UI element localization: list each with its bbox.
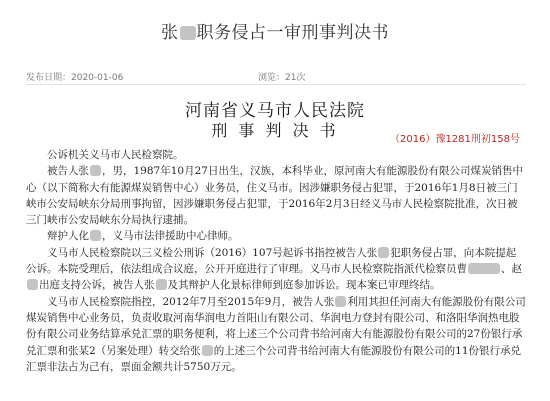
redacted-name <box>468 263 500 274</box>
paragraph-text: 犯职务侵占罪，向本院提起公诉。本院受理后，依法组成合议庭，公开开庭进行了审理。义马市人民检察院指派代检察员曹 <box>26 246 517 276</box>
paragraph-text: ，义马市法律援助中心律师。 <box>102 230 239 243</box>
redacted-name <box>202 345 213 356</box>
document-title <box>0 18 550 43</box>
paragraph-text: 被告人张 <box>47 165 89 178</box>
redacted-name <box>378 247 389 258</box>
paragraph-procedure <box>26 245 526 294</box>
paragraph-text: 义马市人民检察院以三义检公刑诉（2016）107号起诉书指控被告人张 <box>47 246 378 259</box>
redacted-name <box>156 279 167 290</box>
paragraph-text: 义马市人民检察院指控，2012年7月至2015年9月，被告人张 <box>47 295 335 308</box>
paragraph-charges <box>26 294 526 375</box>
paragraph-defendant <box>26 163 526 228</box>
redacted-name <box>90 165 101 176</box>
redacted-name <box>27 279 38 290</box>
paragraph-prosecutor <box>26 147 526 163</box>
court-name: 河南省义马市人民法院 <box>185 101 365 121</box>
paragraph-text: 利用其担任河南大有能源股份有限公司煤炭销售中心业务员，负责收取河南华润电力首阳山有限公司、华润电力登封有限公司、和洛阳华润热电股份有限公司业务结算承兑汇票的职务便利，将上述三个公司背书给河南大有能源股份有限公司的27份银行承兑汇票和张某2（另案处理）转交给张 <box>26 295 526 357</box>
title-suffix: 职务侵占一审刑事判决书 <box>196 23 389 43</box>
paragraph-text: 、赵 <box>501 263 522 276</box>
paragraph-text: 的上述三个公司背书给河南大有能源股份有限公司的11份银行承兑汇票非法占为己有，票面金额共计5750万元。 <box>26 344 522 373</box>
case-number: （2016）豫1281刑初158号 <box>390 134 520 145</box>
judgment-body <box>26 147 526 375</box>
divider <box>26 84 526 85</box>
view-count: 浏览：21次 <box>258 73 306 83</box>
paragraph-text: 出庭支持公诉，被告人张 <box>39 279 155 292</box>
redacted-name <box>90 230 101 241</box>
paragraph-text: 及其辩护人化景标律师到庭参加诉讼。现本案已审理终结。 <box>167 279 441 292</box>
paragraph-text: 公诉机关义马市人民检察院。 <box>47 149 184 161</box>
redacted-name <box>335 296 346 307</box>
redacted-name <box>180 26 196 40</box>
title-prefix: 张 <box>161 23 179 43</box>
paragraph-defender <box>26 228 526 244</box>
paragraph-text: ，男，1987年10月27日出生，汉族，本科毕业，原河南大有能源股份有限公司煤炭销售中心（以下简称大有能源煤炭销售中心）业务员，住义马市。因涉嫌职务侵占犯罪，于2016年1月8日被三门峡市公安局峡东分局刑事拘留，因涉嫌职务侵占犯罪，于2016年2月3日经义马市人民检察院批准，次日被三门峡市公安局峡东分局执行逮捕。 <box>26 165 523 227</box>
paragraph-text: 辩护人化 <box>47 230 89 243</box>
publish-date: 发布日期：2020-01-06 <box>26 73 124 83</box>
document-type: 刑 事 判 决 书 <box>211 121 339 140</box>
